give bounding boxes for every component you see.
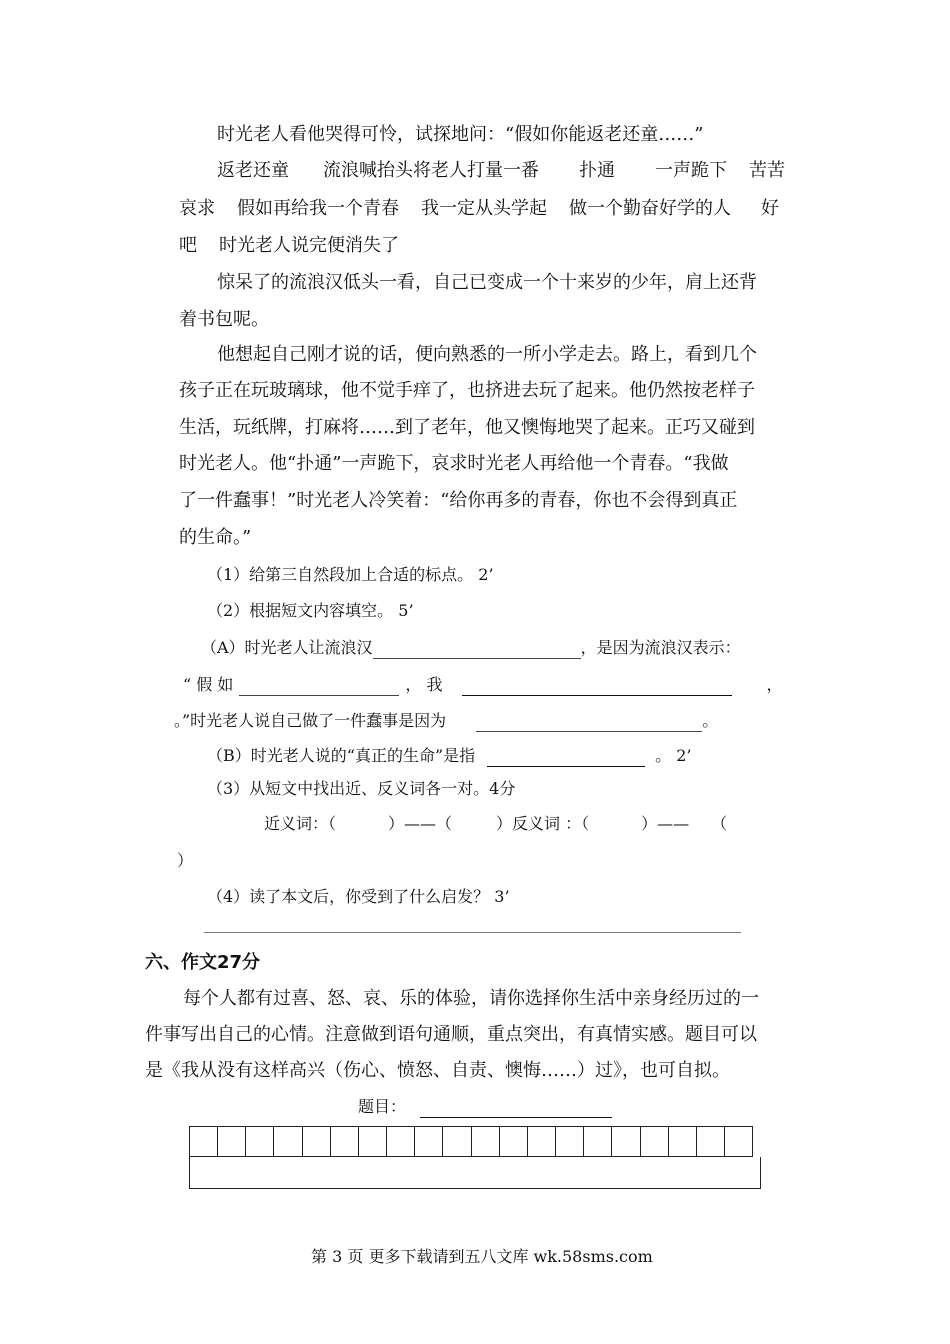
q2a-part: ， [766, 675, 783, 694]
q2b-prefix: （B）时光老人说的“真正的生命”是指 [207, 746, 476, 765]
grid-cell[interactable] [472, 1127, 500, 1156]
q3-part: ）—— [641, 814, 690, 833]
grid-cell[interactable] [528, 1127, 556, 1156]
grid-cell[interactable] [274, 1127, 302, 1156]
phrase: 做一个勤奋好学的人 [569, 198, 731, 219]
question-2a-line-3 [174, 710, 718, 732]
page-footer: 第 3 页 更多下载请到五八文库 wk.58sms.com [311, 1247, 653, 1266]
story-p4-line-2: 着书包呢。 [179, 309, 269, 330]
writing-grid-row-2[interactable] [189, 1157, 761, 1189]
answer-blank[interactable] [462, 677, 732, 696]
phrase: 流浪喊抬头将老人打量一番 [323, 160, 539, 181]
grid-cell[interactable] [246, 1127, 274, 1156]
question-3-line [264, 813, 727, 835]
phrase: 一声跪下 [655, 160, 727, 181]
title-row [358, 1096, 612, 1118]
grid-cell[interactable] [303, 1127, 331, 1156]
question-2b [207, 745, 691, 767]
phrase: 我一定从头学起 [421, 198, 547, 219]
title-blank[interactable] [420, 1099, 612, 1118]
grid-cell[interactable] [443, 1127, 471, 1156]
q3-part: （ [711, 814, 728, 833]
writing-grid[interactable] [189, 1126, 753, 1157]
phrase: 好 [761, 198, 779, 219]
q2a-prefix: （A）时光老人让流浪汉 [201, 638, 373, 657]
answer-blank[interactable] [487, 748, 645, 767]
q3-part: ）——（ [388, 814, 453, 833]
story-p3-row-2 [179, 198, 779, 220]
q2a-part: ， 我 [405, 675, 443, 694]
phrase: 假如再给我一个青春 [237, 198, 399, 219]
story-p3-row-1 [217, 160, 785, 182]
answer-blank[interactable] [373, 640, 581, 659]
grid-cell[interactable] [641, 1127, 669, 1156]
phrase: 吧 [179, 235, 197, 256]
grid-cell[interactable] [190, 1127, 218, 1156]
question-2: （2）根据短文内容填空。 5’ [207, 601, 414, 620]
q3-part: 近义词：（ [264, 814, 337, 833]
story-p5-line-4: 时光老人。他“扑通”一声跪下，哀求时光老人再给他一个青春。“我做 [179, 453, 729, 474]
story-p5-line-1: 他想起自己刚才说的话，便向熟悉的一所小学走去。路上，看到几个 [217, 344, 757, 365]
story-line-1: 时光老人看他哭得可怜，试探地问：“假如你能返老还童……” [217, 124, 704, 145]
story-p3-row-3 [179, 235, 399, 257]
composition-text-2: 件事写出自己的心情。注意做到语句通顺，重点突出，有真情实感。题目可以 [145, 1024, 757, 1045]
grid-cell[interactable] [725, 1127, 752, 1156]
grid-cell[interactable] [500, 1127, 528, 1156]
question-2a-line-2 [183, 674, 782, 696]
question-3: （3）从短文中找出近、反义词各一对。4分 [207, 779, 516, 798]
question-1: （1）给第三自然段加上合适的标点。 2’ [207, 565, 494, 584]
grid-cell[interactable] [584, 1127, 612, 1156]
phrase: 时光老人说完便消失了 [219, 235, 399, 256]
question-4: （4）读了本文后，你受到了什么启发？ 3’ [207, 887, 510, 906]
story-p5-line-6: 的生命。” [179, 527, 252, 548]
q2a-line3-prefix: 。”时光老人说自己做了一件蠢事是因为 [174, 711, 447, 730]
grid-cell[interactable] [387, 1127, 415, 1156]
q3-part: ）反义词 ：（ [496, 814, 590, 833]
grid-cell[interactable] [331, 1127, 359, 1156]
grid-cell[interactable] [669, 1127, 697, 1156]
question-2a [201, 637, 741, 659]
grid-cell[interactable] [359, 1127, 387, 1156]
story-p5-line-5: 了一件蠢事！”时光老人冷笑着：“给你再多的青春，你也不会得到真正 [179, 490, 738, 511]
composition-text-1: 每个人都有过喜、怒、哀、乐的体验，请你选择你生活中亲身经历过的一 [183, 988, 759, 1009]
grid-cell[interactable] [697, 1127, 725, 1156]
phrase: 扑通 [579, 160, 615, 181]
phrase: 苦苦 [749, 160, 785, 181]
q2a-suffix: ，是因为流浪汉表示： [580, 638, 741, 657]
composition-text-3: 是《我从没有这样高兴（伤心、愤怒、自责、懊悔……）过》，也可自拟。 [145, 1060, 730, 1081]
title-label: 题目： [358, 1097, 407, 1116]
q2b-suffix: 。 2’ [655, 746, 692, 765]
q2a-line3-end: 。 [702, 711, 719, 730]
question-3-close: ） [177, 851, 194, 870]
grid-cell[interactable] [415, 1127, 443, 1156]
story-p4-line-1: 惊呆了的流浪汉低头一看，自己已变成一个十来岁的少年，肩上还背 [217, 272, 757, 293]
section-heading: 六、作文27分 [145, 952, 261, 973]
phrase: 返老还童 [217, 160, 289, 181]
answer-blank[interactable] [476, 713, 702, 732]
grid-cell[interactable] [612, 1127, 640, 1156]
grid-cell[interactable] [218, 1127, 246, 1156]
story-p5-line-3: 生活，玩纸牌，打麻将……到了老年，他又懊悔地哭了起来。正巧又碰到 [179, 417, 755, 438]
story-p5-line-2: 孩子正在玩玻璃球，他不觉手痒了，也挤进去玩了起来。他仍然按老样子 [179, 380, 755, 401]
answer-line[interactable] [204, 932, 741, 933]
answer-blank[interactable] [239, 677, 399, 696]
grid-cell[interactable] [556, 1127, 584, 1156]
q2a-part: “ 假 如 [183, 675, 234, 694]
phrase: 哀求 [179, 198, 215, 219]
